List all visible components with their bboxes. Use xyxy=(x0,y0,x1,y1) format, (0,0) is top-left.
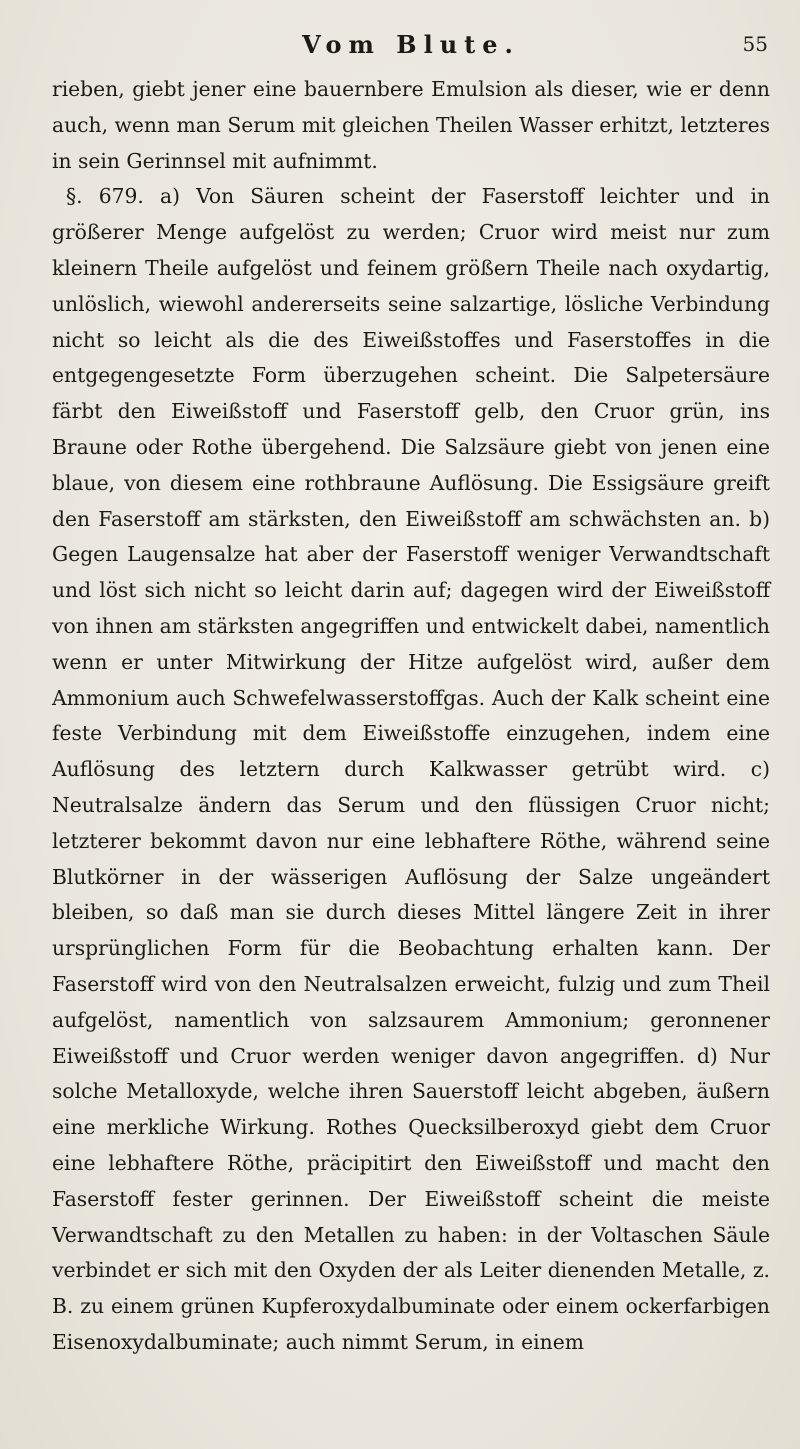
running-head xyxy=(52,20,770,72)
running-title: Vom Blute. xyxy=(302,30,520,59)
paragraph-section-679: §. 679. a) Von Säuren scheint der Faserstoff leichter und in größerer Menge aufgelöst zu werden; Cruor wird meist nur zum kleinern Theile aufgelöst und feinem größern Theile nach oxydartig, unlöslich, wiewohl andererseits seine salzartige, lösliche Verbindung nicht so leicht als die des Eiweißstoffes und Faserstoffes in die entgegengesetzte Form überzugehen scheint. Die Salpetersäure färbt den Eiweißstoff und Faserstoff gelb, den Cruor grün, ins Braune oder Rothe übergehend. Die Salzsäure giebt von jenen eine blaue, von diesem eine rothbraune Auflösung. Die Essigsäure greift den Faserstoff am stärksten, den Eiweißstoff am schwächsten an. b) Gegen Laugensalze hat aber der Faserstoff weniger Verwandtschaft und löst sich nicht so leicht darin auf; dagegen wird der Eiweißstoff von ihnen am stärksten angegriffen und entwickelt dabei, namentlich wenn er unter Mitwirkung der Hitze aufgelöst wird, außer dem Ammonium auch Schwefelwasserstoffgas. Auch der Kalk scheint eine feste Verbindung mit dem Eiweißstoffe einzugehen, indem eine Auflösung des letztern durch Kalkwasser getrübt wird. c) Neutralsalze ändern das Serum und den flüssigen Cruor nicht; letzterer bekommt davon nur eine lebhaftere Röthe, während seine Blutkörner in der wässerigen Auflösung der Salze ungeändert bleiben, so daß man sie durch dieses Mittel längere Zeit in ihrer ursprünglichen Form für die Beobachtung erhalten kann. Der Faserstoff wird von den Neutralsalzen erweicht, fulzig und zum Theil aufgelöst, namentlich von salzsaurem Ammonium; geronnener Eiweißstoff und Cruor werden weniger davon angegriffen. d) Nur solche Metalloxyde, welche ihren Sauerstoff leicht abgeben, äußern eine merkliche Wirkung. Rothes Quecksilberoxyd giebt dem Cruor eine lebhaftere Röthe, präcipitirt den Eiweißstoff und macht den Faserstoff fester gerinnen. Der Eiweißstoff scheint die meiste Verwandtschaft zu den Metallen zu haben: in der Voltaschen Säule verbindet er sich mit den Oxyden der als Leiter dienenden Metalle, z. B. zu einem grünen Kupferoxydalbuminate oder einem ockerfarbigen Eisenoxydalbuminate; auch nimmt Serum, in einem xyxy=(52,184,770,1354)
page-number: 55 xyxy=(742,32,768,56)
body-text xyxy=(52,72,770,1361)
paragraph-continued: rieben, giebt jener eine bauernbere Emulsion als dieser, wie er denn auch, wenn man Serum mit gleichen Theilen Wasser erhitzt, letzteres in sein Gerinnsel mit aufnimmt. xyxy=(52,77,770,173)
